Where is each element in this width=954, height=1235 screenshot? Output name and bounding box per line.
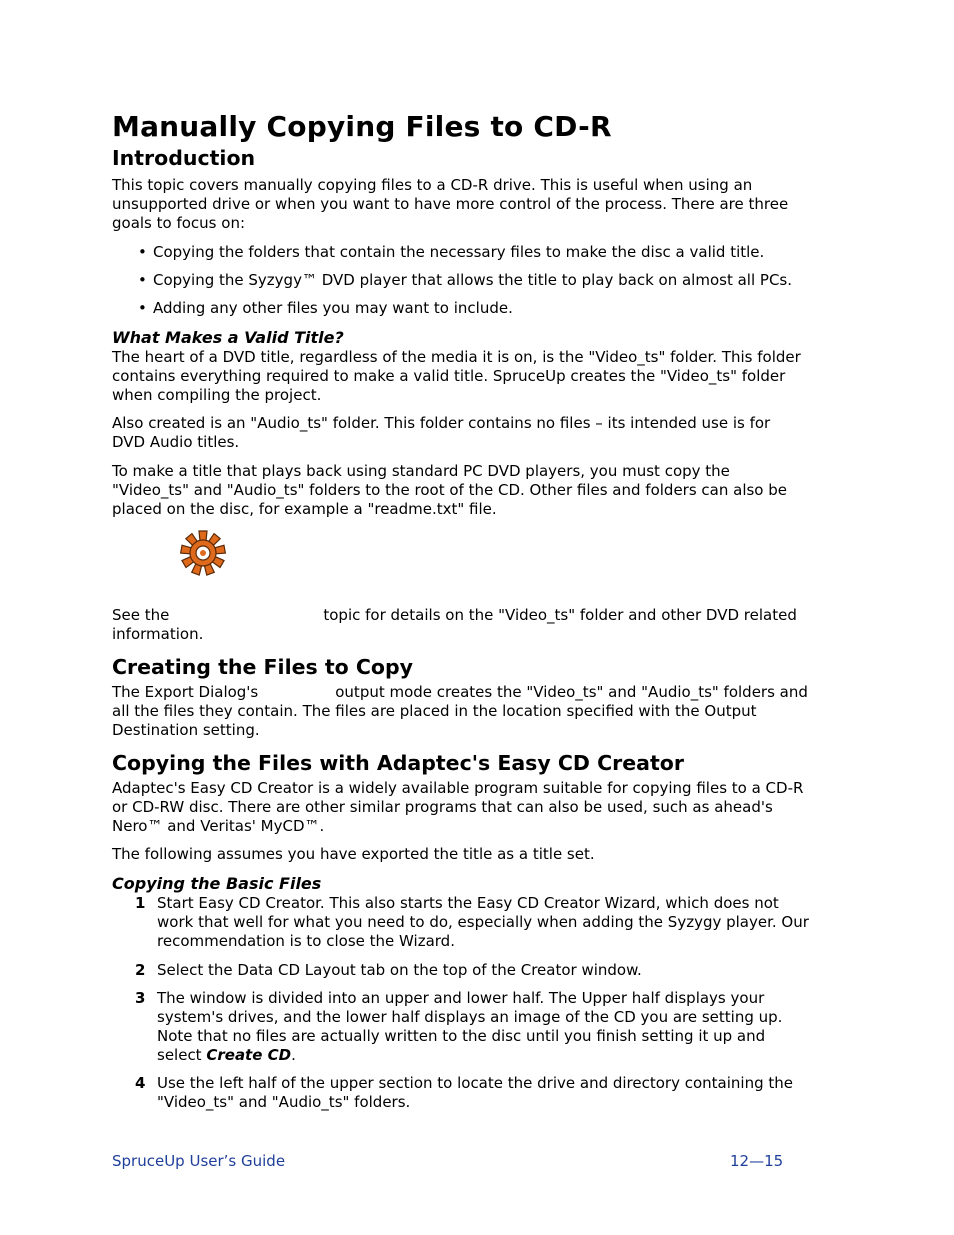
intro-paragraph: [112, 176, 847, 233]
gear-sun-icon: [178, 530, 228, 576]
valid-title-heading: What Makes a Valid Title?: [112, 328, 344, 347]
valid-title-paragraph-1: The heart of a DVD title, regardless of the media it is on, is the "Video_ts" folder. This folder contains everything required to make a valid title. SpruceUp creates the "Video_ts" folder when compiling the project.: [112, 348, 801, 404]
creating-files-heading: Creating the Files to Copy: [112, 655, 414, 679]
footer-page-number: 12—15: [730, 1152, 784, 1170]
adaptec-heading: Copying the Files with Adaptec's Easy CD Creator: [112, 751, 684, 775]
creating-paragraph: The Export Dialog's output mode creates the "Video_ts" and "Audio_ts" folders and all the files they contain. The files are placed in the location specified with the Output Destination setting.: [112, 683, 808, 739]
basic-files-heading: Copying the Basic Files: [112, 874, 322, 893]
adaptec-paragraph-1: Adaptec's Easy CD Creator is a widely available program suitable for copying files to a CD-R or CD-RW disc. There are other similar programs that can also be used, such as ahead's Nero™ and Veritas' MyCD™.: [112, 779, 804, 835]
intro-line: unsupported drive or when you want to have more control of the process. There are three: [112, 195, 789, 213]
see-also-note: See the topic for details on the "Video_ts" folder and other DVD related information.: [112, 606, 797, 643]
create-cd-term: Create CD: [206, 1046, 292, 1064]
intro-line: goals to focus on:: [112, 214, 246, 232]
introduction-heading: Introduction: [112, 146, 256, 170]
page-title: Manually Copying Files to CD-R: [112, 110, 612, 143]
bullet-item: • Copying the Syzygy™ DVD player that allows the title to play back on almost all PCs.: [138, 271, 792, 289]
valid-title-paragraph-2: Also created is an "Audio_ts" folder. This folder contains no files – its intended use is for DVD Audio titles.: [112, 414, 771, 451]
adaptec-paragraph-2: The following assumes you have exported the title as a title set.: [112, 845, 595, 863]
bullet-item: • Adding any other files you may want to include.: [138, 299, 513, 317]
valid-title-paragraph-3: To make a title that plays back using standard PC DVD players, you must copy the "Video_ts" and "Audio_ts" folders to the root of the CD. Other files and folders can also be placed on the disc, for example a "readme.txt" file.: [112, 462, 788, 518]
footer-guide-name: SpruceUp User’s Guide: [112, 1152, 286, 1170]
bullet-item: • Copying the folders that contain the necessary files to make the disc a valid title.: [138, 243, 765, 261]
intro-line: This topic covers manually copying files to a CD-R drive. This is useful when using an: [112, 176, 753, 194]
